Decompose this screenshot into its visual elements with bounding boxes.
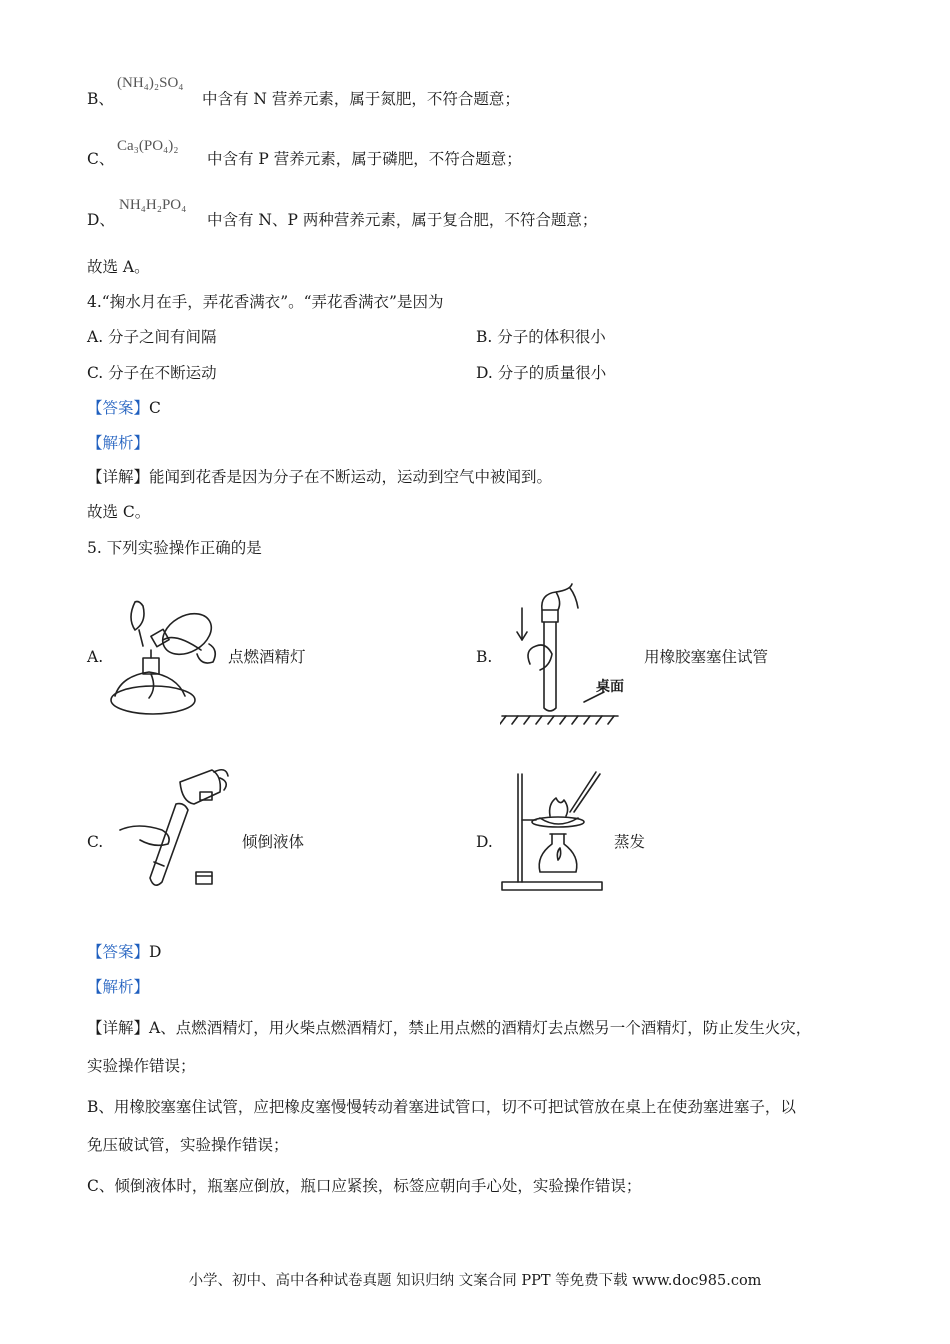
q5-option-d-letter: D. xyxy=(476,833,493,851)
option-c-text: 中含有 P 营养元素，属于磷肥，不符合题意； xyxy=(207,150,522,168)
q5-answer-tag: 【答案】 xyxy=(87,943,150,961)
formula-calcium-phosphate: Ca₃(PO₄)₂ xyxy=(117,138,179,154)
q5-detail-line-1 xyxy=(87,1017,811,1039)
option-c-prefix: C、 xyxy=(87,150,115,168)
q5-detail-line-3: B、用橡胶塞塞住试管，应把橡皮塞慢慢转动着塞进试管口，切不可把试管放在桌上在使劲塞进塞子，以 xyxy=(87,1098,796,1116)
q4-option-a: A. 分子之间有间隔 xyxy=(87,328,217,346)
q5-option-d-caption: 蒸发 xyxy=(614,833,646,851)
q4-answer-line xyxy=(87,397,161,419)
q5-stem: 5. 下列实验操作正确的是 xyxy=(87,539,262,557)
q4-answer: C xyxy=(149,399,161,417)
option-d-text: 中含有 N、P 两种营养元素，属于复合肥，不符合题意； xyxy=(207,211,598,229)
pouring-liquid-icon xyxy=(110,762,235,896)
q4-answer-tag: 【答案】 xyxy=(87,399,150,417)
q4-stem: 4.“掬水月在手，弄花香满衣”。“弄花香满衣”是因为 xyxy=(87,293,444,311)
q5-detail-text-1: A、点燃酒精灯，用火柴点燃酒精灯，禁止用点燃的酒精灯去点燃另一个酒精灯，防止发生火灾， xyxy=(149,1019,812,1037)
q5-detail-tag: 【详解】 xyxy=(87,1019,150,1037)
desk-label: 桌面 xyxy=(596,679,624,695)
q5-detail-line-4: 免压破试管，实验操作错误； xyxy=(87,1136,289,1154)
formula-ammonium-sulfate: (NH₄)₂SO₄ xyxy=(117,75,184,91)
alcohol-lamp-lighting-icon xyxy=(105,592,225,726)
q5-option-c-caption: 倾倒液体 xyxy=(242,833,305,851)
q3-conclusion: 故选 A。 xyxy=(87,258,150,276)
q5-option-a-letter: A. xyxy=(87,648,104,666)
q5-option-c-letter: C. xyxy=(87,833,104,851)
q5-detail-line-5: C、倾倒液体时，瓶塞应倒放，瓶口应紧挨，标签应朝向手心处，实验操作错误； xyxy=(87,1177,642,1195)
q5-analysis-tag: 【解析】 xyxy=(87,978,150,996)
q5-answer: D xyxy=(149,943,162,961)
option-b-text: 中含有 N 营养元素，属于氮肥，不符合题意； xyxy=(202,90,520,108)
option-b-prefix: B、 xyxy=(87,90,114,108)
q5-option-b-caption: 用橡胶塞塞住试管 xyxy=(644,648,769,666)
q5-option-a-caption: 点燃酒精灯 xyxy=(228,648,306,666)
q5-detail-line-2: 实验操作错误； xyxy=(87,1057,196,1075)
q5-answer-line xyxy=(87,941,161,963)
q4-option-d: D. 分子的质量很小 xyxy=(476,364,607,382)
evaporation-setup-icon xyxy=(500,764,610,898)
q4-option-c: C. 分子在不断运动 xyxy=(87,364,217,382)
q4-detail-line xyxy=(87,466,552,488)
q4-detail: 能闻到花香是因为分子在不断运动，运动到空气中被闻到。 xyxy=(149,468,553,486)
formula-ammonium-dihydrogen-phosphate: NH₄H₂PO₄ xyxy=(119,197,187,213)
q4-conclusion: 故选 C。 xyxy=(87,503,151,521)
page-footer: 小学、初中、高中各种试卷真题 知识归纳 文案合同 PPT 等免费下载 www.doc985.com xyxy=(188,1273,762,1289)
q5-option-b-letter: B. xyxy=(476,648,493,666)
test-tube-stopper-icon xyxy=(500,580,630,729)
q4-option-b: B. 分子的体积很小 xyxy=(476,328,606,346)
q4-analysis-tag: 【解析】 xyxy=(87,434,150,452)
q4-detail-tag: 【详解】 xyxy=(87,468,150,486)
option-d-prefix: D、 xyxy=(87,211,115,229)
